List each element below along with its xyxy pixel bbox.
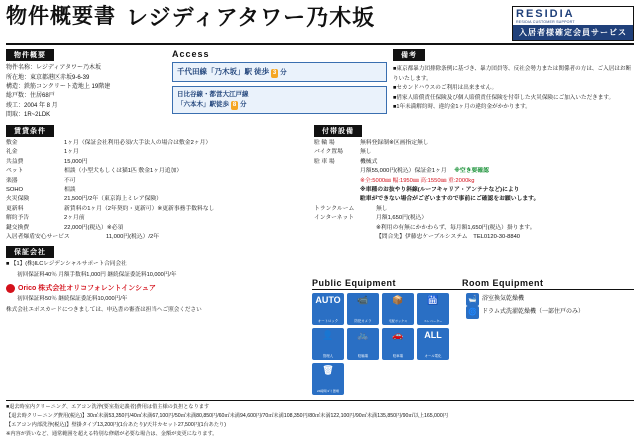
terms-row (6, 195, 306, 204)
guarantee-company-1: ■ 【1】(株)ILCレジデンシャルサポート合同会社 (6, 261, 127, 268)
footer-notes (6, 400, 634, 439)
trunk-room-key: トランクルーム (314, 205, 355, 212)
parking-availability-note: ※空き要確認 (454, 168, 489, 175)
terms-key: 火災保険 (6, 196, 30, 203)
terms-row (6, 214, 306, 223)
brand-logo (512, 6, 634, 41)
terms-value: 2ヶ月前 (64, 215, 85, 222)
facility-value: 機械式 (360, 158, 378, 165)
terms-key: 解約予告 (6, 215, 30, 222)
footer-line: ■退去時室内クリーニング、エアコン洗浄(要室指定義者)費用は借主様の負担となります (6, 403, 210, 410)
terms-row (6, 167, 306, 176)
facility-row (314, 214, 634, 223)
security-camera-icon (347, 293, 379, 325)
facility-value: 無し (360, 149, 372, 156)
brand-tagline: RESIDIA CUSTOMER SUPPORT (516, 20, 575, 24)
public-equipment-title: Public Equipment (312, 278, 397, 288)
remarks-section-title: 備考 (393, 49, 425, 61)
equipment-divider (312, 289, 634, 290)
overview-row: 物件名称：レジディアタワー乃木坂 (6, 65, 101, 72)
bath-dryer-icon: 🛁 (466, 293, 479, 306)
overview-list (6, 64, 166, 120)
parking-price-row (314, 167, 634, 176)
manager-glyph: 👤 (322, 330, 334, 340)
orico-terms: 初回保証料50％ 継続保証委託料10,000円/年 (17, 296, 128, 303)
remarks-column (393, 49, 634, 120)
orico-row (6, 283, 294, 293)
parking-note-2: 駐車ができない場合がございますので事前にご確認をお願いします。 (360, 196, 540, 203)
trash-room-icon (312, 363, 344, 395)
bicycle-parking-icon (347, 328, 379, 360)
guarantee-note: 株式会社エポスカードにつきましては、申込書の審査は担当へご照会ください (6, 307, 202, 314)
equipment-body (312, 293, 634, 395)
trash-room-label: 24時間ゴミ置場 (316, 389, 339, 394)
terms-value: 15,000円 (64, 158, 88, 165)
middle-band (0, 120, 640, 242)
all-electric-icon (417, 328, 449, 360)
auto-lock-label: オートロック (317, 319, 339, 324)
facility-row (314, 148, 634, 157)
all-electric-label: オール電化 (424, 354, 442, 359)
orico-company-name: Orico 株式会社オリコフォレントインシュア (18, 285, 156, 293)
equipment-headings (312, 278, 634, 288)
facility-key: 駐 車 場 (314, 158, 335, 165)
terms-column (6, 125, 306, 242)
terms-value: 相談（小型犬もしくは猫1匹 敷金1ヶ月追加） (64, 168, 183, 175)
internet-contact: 【問合先】伊藤忠ケーブルシステム TEL0120-30-8840 (376, 234, 521, 240)
footer-line: 【退去時クリーニング費用(税込)】30㎡未満53,350円/40㎡未満67,100円/50㎡未満80,850円/60㎡未満94,600円/70㎡未満108,350円/80㎡未満122,100円/90㎡未満135,850円/90㎡以上165,000円 (6, 412, 448, 419)
remark-item: ■東京都暴力団排除条例に基づき、暴力団員等、反社会勢力または関係者の方は、ご入居はお断りいたします。 (393, 66, 632, 82)
washer-dryer-label: ドラム式洗濯乾燥機（一部住戸のみ） (482, 308, 584, 315)
access-box-chiyoda (172, 62, 387, 82)
terms-key: SOHO (6, 187, 24, 194)
remark-item: ■借家人賠償責任保険及び個人賠償責任保険を付帯した火災保険にご加入いただきます。 (393, 94, 615, 101)
access-station-2: 「六本木」駅徒歩 (177, 101, 229, 109)
access-walk-minutes-2: 8 (232, 102, 237, 109)
access-walk-unit-2: 分 (239, 101, 247, 109)
terms-value: 1ヶ月 (64, 149, 79, 156)
brand-service-bar: 入居者様確定会員サービス (513, 25, 633, 40)
remarks-list (393, 65, 634, 113)
overview-row: 構造：鉄筋コンクリート造地上 19階建 (6, 83, 111, 90)
all-electric-glyph: ALL (424, 330, 442, 340)
bath-dryer-row (466, 293, 584, 306)
guarantee-section (0, 242, 300, 315)
remark-item: ■セカンドハウスのご利用は出来ません。 (393, 85, 498, 92)
overview-column (6, 49, 166, 120)
terms-row (6, 186, 306, 195)
security-camera-glyph: 📹 (357, 295, 369, 305)
trash-room-glyph: 🗑 (322, 365, 334, 375)
delivery-box-icon (382, 293, 414, 325)
terms-row (6, 205, 306, 214)
terms-key: 更新料 (6, 205, 24, 212)
bicycle-parking-glyph: 🚲 (357, 330, 369, 340)
car-parking-glyph: 🚗 (392, 330, 404, 340)
terms-row (6, 224, 306, 233)
delivery-box-label: 宅配ボックス (388, 319, 408, 324)
terms-key: 楽器 (6, 177, 18, 184)
facility-key: バイク置場 (314, 149, 343, 156)
auto-lock-glyph: AUTO (315, 295, 341, 305)
terms-row (6, 148, 306, 157)
access-walk-minutes-1: 3 (272, 70, 277, 77)
parking-price: 月額55,000円(税込）保証金1ヶ月 (360, 168, 447, 175)
terms-table (6, 139, 306, 242)
elevator-glyph: 🛗 (427, 295, 439, 305)
access-box-hibiya (172, 86, 387, 114)
terms-key: 共益費 (6, 158, 24, 165)
car-parking-label: 駐車場 (392, 354, 404, 359)
manager-label: 管理人 (322, 354, 334, 359)
orico-logo-icon (6, 284, 15, 293)
room-equipment-list (466, 293, 584, 395)
access-walk-unit-1: 分 (280, 69, 287, 77)
overview-row: 所在地：東京都港区赤坂9-6-39 (6, 74, 90, 81)
trunk-room-value: 無し (376, 205, 388, 212)
auto-lock-icon (312, 293, 344, 325)
public-equipment-grid (312, 293, 458, 395)
terms-row (6, 233, 306, 242)
page-title: 物件概要書 (6, 5, 116, 28)
overview-section-title: 物件概要 (6, 49, 54, 61)
guarantee-company-1-terms: 初回保証料40％ 月額手数料1,000円 継続保証委託料10,000円/年 (17, 272, 177, 279)
footer-line: ※内容が異いなど、通常範囲を超える特別な修繕が必要な場合は、金額が変更になります。 (6, 430, 218, 437)
terms-row (6, 139, 306, 148)
terms-value: 不可 (64, 177, 76, 184)
access-column (172, 49, 387, 120)
manager-icon (312, 328, 344, 360)
facility-row (314, 205, 634, 214)
terms-row (6, 177, 306, 186)
terms-section-title: 賃貸条件 (6, 125, 54, 137)
elevator-label: エレベーター (423, 319, 443, 324)
internet-note: ※利用の有無にかかわらず、毎月額1,650円(税込）掛ります。 (376, 224, 536, 231)
parking-spec: ※全:5000㎜ 幅:1950㎜ 高:1550㎜ 重:2000kg (360, 177, 475, 184)
facility-row (314, 139, 634, 148)
access-line-2: 日比谷線・都営大江戸線 (177, 91, 249, 99)
overview-row: 総戸数：住居68戸 (6, 93, 55, 100)
delivery-box-glyph: 📦 (392, 295, 404, 305)
brand-name: RESIDIA (516, 8, 575, 20)
terms-value: 相談 (64, 187, 76, 194)
facility-value: 無料登録制※区画指定無し (360, 140, 429, 147)
terms-key: 敷金 (6, 140, 18, 147)
internet-key: インターネット (314, 215, 355, 222)
terms-key: 鍵交換費 (6, 224, 30, 231)
guarantee-section-title: 保証会社 (6, 246, 54, 258)
bicycle-parking-label: 駐輪場 (357, 354, 369, 359)
facility-table (314, 139, 634, 242)
bath-dryer-label: 浴室換気乾燥機 (482, 295, 525, 302)
facility-section-title: 付帯設備 (314, 125, 362, 137)
facility-row (314, 158, 634, 167)
access-station-1: 千代田線「乃木坂」駅 徒歩 (177, 67, 270, 77)
parking-note-1: ※車種のお抜やり斜線(ルーフキャリア・アンテナなど)により (360, 187, 520, 194)
terms-value: 22,000円(税込）※必須 (64, 224, 124, 231)
footer-line: 【エアコン内部洗浄(税込)】壁掛タイプ13,200円(1台あたり)/天井カセット27,500円(1台あたり) (6, 421, 226, 428)
terms-value: 1ヶ月（保証会社利用必須/大手法人の場合は敷金2ヶ月） (64, 140, 212, 147)
terms-value: 11,000円(税込）/2年 (106, 234, 160, 240)
document-header (0, 0, 640, 41)
terms-key: 礼金 (6, 149, 18, 156)
property-name-title: レジディアタワー乃木坂 (126, 5, 376, 30)
security-camera-label: 防犯カメラ (354, 319, 372, 324)
elevator-icon (417, 293, 449, 325)
footer-divider (6, 400, 634, 401)
internet-value: 月額1,650円(税込） (376, 215, 428, 222)
terms-row (6, 158, 306, 167)
facility-key: 駐 輪 場 (314, 140, 335, 147)
facility-column (314, 125, 634, 242)
terms-key: 入居者爆盾安心サービス (6, 234, 70, 240)
car-parking-icon (382, 328, 414, 360)
terms-key: ペット (6, 168, 24, 175)
terms-value: 21,500円/2年（東京海上ミレア保険） (64, 196, 162, 203)
washer-dryer-row (466, 306, 584, 319)
equipment-section (312, 278, 634, 395)
terms-value: 新賃料の1ヶ月（2年契約・更新可）※更新事務手数料なし (64, 205, 215, 212)
top-band (0, 45, 640, 120)
access-section-title: Access (172, 49, 210, 60)
remark-item: ■1年未満解約時、違約金1ヶ月の違約金がかかります。 (393, 104, 531, 111)
overview-row: 竣工：2004 年 8 月 (6, 102, 58, 109)
washer-dryer-icon: 🌀 (466, 306, 479, 319)
overview-row: 間取：1R~2LDK (6, 111, 51, 118)
room-equipment-title: Room Equipment (462, 278, 544, 288)
